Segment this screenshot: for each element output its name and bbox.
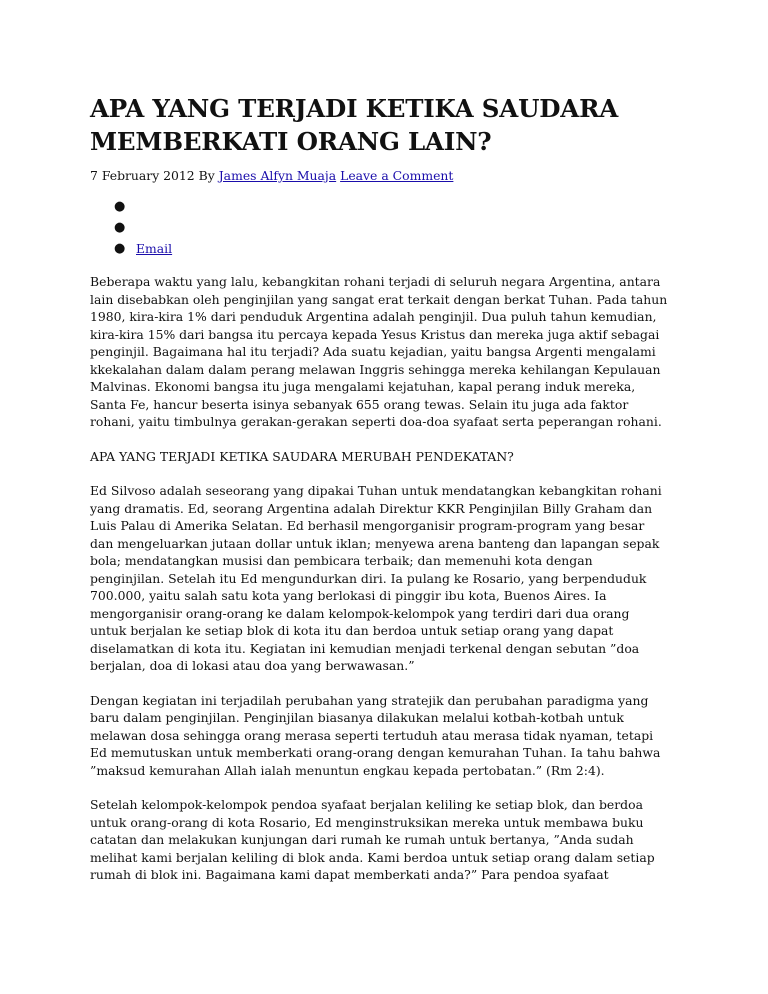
- share-item-email[interactable]: [114, 238, 680, 259]
- article-title-line-2: MEMBERKATI ORANG LAIN?: [90, 127, 492, 156]
- bullet-icon: ●: [114, 241, 126, 256]
- article-title: [90, 92, 680, 158]
- text-line: Santa Fe, hancur beserta isinya sebanyak 655 orang tewas. Selain itu juga ada faktor: [90, 396, 629, 412]
- text-line: kkekalahan dalam dalam perang melawan Inggris sehingga mereka kehilangan Kepulauan: [90, 361, 661, 377]
- text-line: melihat kami berjalan keliling di blok anda. Kami berdoa untuk setiap orang dalam setiap: [90, 849, 655, 865]
- text-line: untuk berjalan ke setiap blok di kota itu dan berdoa untuk setiap orang yang dapat: [90, 623, 614, 638]
- article-title-line-1: APA YANG TERJADI KETIKA SAUDARA: [90, 94, 619, 123]
- paragraph: [90, 692, 680, 780]
- author-link[interactable]: James Alfyn Muaja: [218, 168, 337, 183]
- text-line: 1980, kira-kira 1% dari penduduk Argentina adalah penginjil. Dua puluh tahun kemudian,: [90, 309, 657, 324]
- text-line: mengorganisir orang-orang ke dalam kelompok-kelompok yang terdiri dari dua orang: [90, 605, 630, 621]
- text-line: melawan dosa sehingga orang merasa seperti tertuduh atau merasa tidak nyaman, tetapi: [90, 727, 654, 743]
- by-label: By: [198, 168, 215, 183]
- text-line: kira-kira 15% dari bangsa itu percaya kepada Yesus Kristus dan mereka juga aktif sebagai: [90, 326, 660, 342]
- paragraph: [90, 273, 680, 431]
- share-item-2[interactable]: [114, 217, 680, 238]
- text-line: penginjil. Bagaimana hal itu terjadi? Ada suatu kejadian, yaitu bangsa Argenti mengalami: [90, 344, 656, 359]
- article-body: [90, 273, 680, 884]
- bullet-icon: ●: [114, 220, 126, 235]
- text-line: Luis Palau di Amerika Selatan. Ed berhasil mengorganisir program-program yang besar: [90, 518, 645, 533]
- text-line: ”maksud kemurahan Allah ialah menuntun engkau kepada pertobatan.” (Rm 2:4).: [90, 762, 605, 778]
- section-heading: [90, 448, 680, 466]
- paragraph: [90, 796, 680, 884]
- text-line: Setelah kelompok-kelompok pendoa syafaat berjalan keliling ke setiap blok, dan berdoa: [90, 797, 643, 812]
- article-meta: [90, 167, 680, 184]
- text-line: yang dramatis. Ed, seorang Argentina adalah Direktur KKR Penginjilan Billy Graham dan: [90, 500, 653, 516]
- text-line: Dengan kegiatan ini terjadilah perubahan yang stratejik dan perubahan paradigma yang: [90, 692, 649, 708]
- text-line: 700.000, yaitu salah satu kota yang berlokasi di pinggir ibu kota, Buenos Aires. Ia: [90, 588, 607, 603]
- text-line: rohani, yaitu timbulnya gerakan-gerakan seperti doa-doa syafaat serta peperangan rohani.: [90, 414, 662, 429]
- text-line: penginjilan. Setelah itu Ed mengundurkan diri. Ia pulang ke Rosario, yang berpenduduk: [90, 570, 647, 586]
- text-line: Malvinas. Ekonomi bangsa itu juga mengalami kejatuhan, kapal perang induk mereka,: [90, 379, 636, 394]
- article: [90, 92, 680, 901]
- text-line: Ed Silvoso adalah seseorang yang dipakai Tuhan untuk mendatangkan kebangkitan rohani: [90, 483, 662, 498]
- text-line: bola; mendatangkan musisi dan pembicara terbaik; dan memenuhi kota dengan: [90, 553, 593, 568]
- text-line: dan mengeluarkan jutaan dollar untuk iklan; menyewa arena banteng dan lapangan sepak: [90, 535, 660, 551]
- post-date: 7 February 2012: [90, 168, 195, 183]
- text-line: Ed memutuskan untuk memberkati orang-orang dengan kemurahan Tuhan. Ia tahu bahwa: [90, 745, 661, 760]
- email-share-link[interactable]: Email: [136, 241, 173, 256]
- text-line: catatan dan melakukan kunjungan dari rumah ke rumah untuk bertanya, ”Anda sudah: [90, 832, 634, 847]
- paragraph: [90, 482, 680, 675]
- text-line: Beberapa waktu yang lalu, kebangkitan rohani terjadi di seluruh negara Argentina, antara: [90, 274, 661, 289]
- text-line: lain disebabkan oleh penginjilan yang sangat erat terkait dengan berkat Tuhan. Pada tahun: [90, 291, 668, 307]
- bullet-icon: ●: [114, 199, 126, 214]
- text-line: berjalan, doa di lokasi atau doa yang berwawasan.”: [90, 658, 415, 673]
- leave-comment-link[interactable]: Leave a Comment: [340, 168, 454, 183]
- text-line: untuk orang-orang di kota Rosario, Ed menginstruksikan mereka untuk membawa buku: [90, 814, 644, 830]
- text-line: baru dalam penginjilan. Penginjilan biasanya dilakukan melalui kotbah-kotbah untuk: [90, 710, 624, 725]
- share-item-1[interactable]: [114, 196, 680, 217]
- text-line: rumah di blok ini. Bagaimana kami dapat memberkati anda?” Para pendoa syafaat: [90, 867, 609, 882]
- text-line: diselamatkan di kota itu. Kegiatan ini kemudian menjadi terkenal dengan sebutan ”doa: [90, 640, 640, 656]
- text-line: APA YANG TERJADI KETIKA SAUDARA MERUBAH PENDEKATAN?: [90, 448, 514, 464]
- share-list: [90, 196, 680, 259]
